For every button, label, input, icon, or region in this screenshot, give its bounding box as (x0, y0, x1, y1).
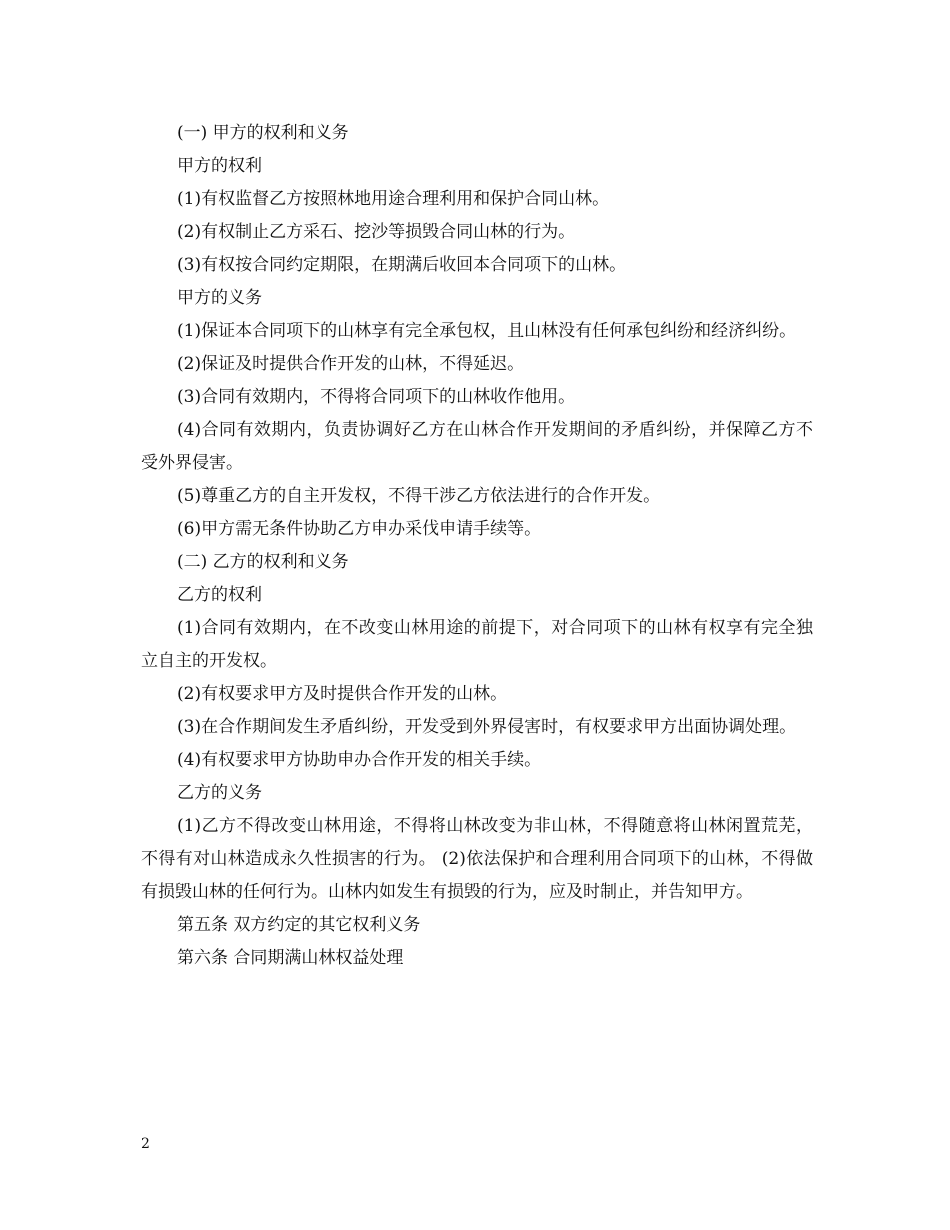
paragraph: (6)甲方需无条件协助乙方申办采伐申请手续等。 (177, 519, 542, 539)
subheading-party-a-obligations: 甲方的义务 (177, 288, 262, 308)
paragraph: (4)有权要求甲方协助申办合作开发的相关手续。 (177, 750, 542, 770)
paragraph: (2)有权制止乙方采石、挖沙等损毁合同山林的行为。 (177, 222, 576, 242)
paragraph: (2)有权要求甲方及时提供合作开发的山林。 (177, 684, 508, 704)
paragraph: (1)合同有效期内，在不改变山林用途的前提下，对合同项下的山林有权享有完全独立自主的开发权。 (141, 618, 813, 671)
section-heading-party-b: (二) 乙方的权利和义务 (177, 552, 349, 572)
paragraph: (1)有权监督乙方按照林地用途合理利用和保护合同山林。 (177, 189, 610, 209)
paragraph: (1)乙方不得改变山林用途，不得将山林改变为非山林，不得随意将山林闲置荒芜，不得有对山林造成永久性损害的行为。 (2)依法保护和合理利用合同项下的山林，不得做有损毁山林的任何行为。山林内如发生有损毁的行为，应及时制止，并告知甲方。 (141, 816, 813, 902)
page-number: 2 (141, 1136, 150, 1152)
subheading-party-b-obligations: 乙方的义务 (177, 783, 262, 803)
paragraph: (1)保证本合同项下的山林享有完全承包权，且山林没有任何承包纠纷和经济纠纷。 (177, 321, 797, 341)
section-heading-party-a: (一) 甲方的权利和义务 (177, 123, 349, 143)
article-heading: 第六条 合同期满山林权益处理 (177, 948, 404, 968)
paragraph: (3)合同有效期内，不得将合同项下的山林收作他用。 (177, 387, 576, 407)
subheading-party-a-rights: 甲方的权利 (177, 156, 262, 176)
article-heading: 第五条 双方约定的其它权利义务 (177, 915, 421, 935)
paragraph: (3)有权按合同约定期限，在期满后收回本合同项下的山林。 (177, 255, 627, 275)
subheading-party-b-rights: 乙方的权利 (177, 585, 262, 605)
paragraph: (4)合同有效期内，负责协调好乙方在山林合作开发期间的矛盾纠纷，并保障乙方不受外界侵害。 (141, 420, 813, 473)
paragraph: (3)在合作期间发生矛盾纠纷，开发受到外界侵害时，有权要求甲方出面协调处理。 (177, 717, 797, 737)
document-body (141, 117, 813, 975)
paragraph: (5)尊重乙方的自主开发权，不得干涉乙方依法进行的合作开发。 (177, 486, 661, 506)
paragraph: (2)保证及时提供合作开发的山林，不得延迟。 (177, 354, 525, 374)
